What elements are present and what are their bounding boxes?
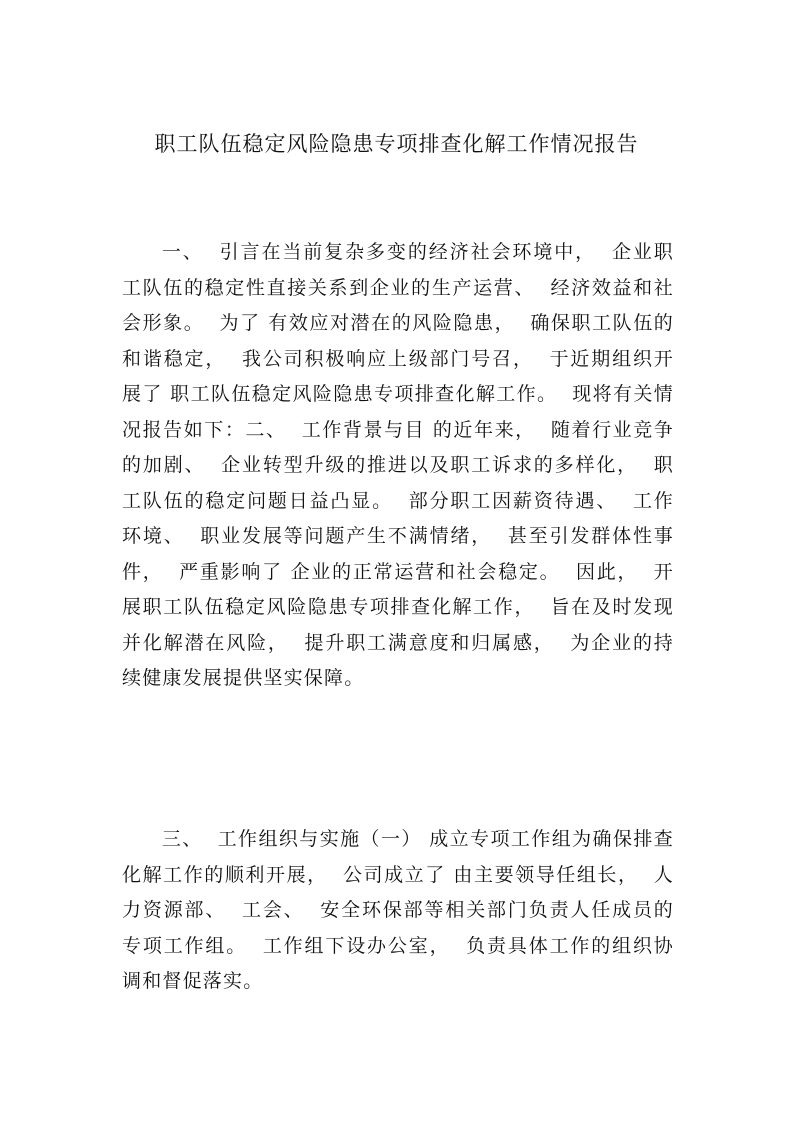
paragraph-organization: 三、 工作组织与实施（一） 成立专项工作组为确保排查化解工作的顺利开展， 公司成立了 由主要领导任组长， 人力资源部、 工会、 安全环保部等相关部门负责人任成员的专项工作组。 工作组下设办公室， 负责具体工作的组织协调和督促落实。 [122,828,674,992]
document-title: 职工队伍稳定风险隐患专项排查化解工作情况报告 [154,132,639,156]
paragraph-introduction: 一、 引言在当前复杂多变的经济社会环境中， 企业职工队伍的稳定性直接关系到企业的生产运营、 经济效益和社会形象。 为了 有效应对潜在的风险隐患， 确保职工队伍的和谐稳定， 我公司积极响应上级部门号召， 于近期组织开展了 职工队伍稳定风险隐患专项排查化解工作。 现将有关情况报告如下：二、 工作背景与目 的近年来， 随着行业竞争的加剧、 企业转型升级的推进以及职工诉求的多样化， 职工队伍的稳定问题日益凸显。 部分职工因薪资待遇、 工作环境、 职业发展等问题产生不满情绪， 甚至引发群体性事件， 严重影响了 企业的正常运营和社会稳定。 因此， 开展职工队伍稳定风险隐患专项排查化解工作， 旨在及时发现并化解潜在风险， 提升职工满意度和归属感， 为企业的持续健康发展提供坚实保障。 [122,241,674,689]
